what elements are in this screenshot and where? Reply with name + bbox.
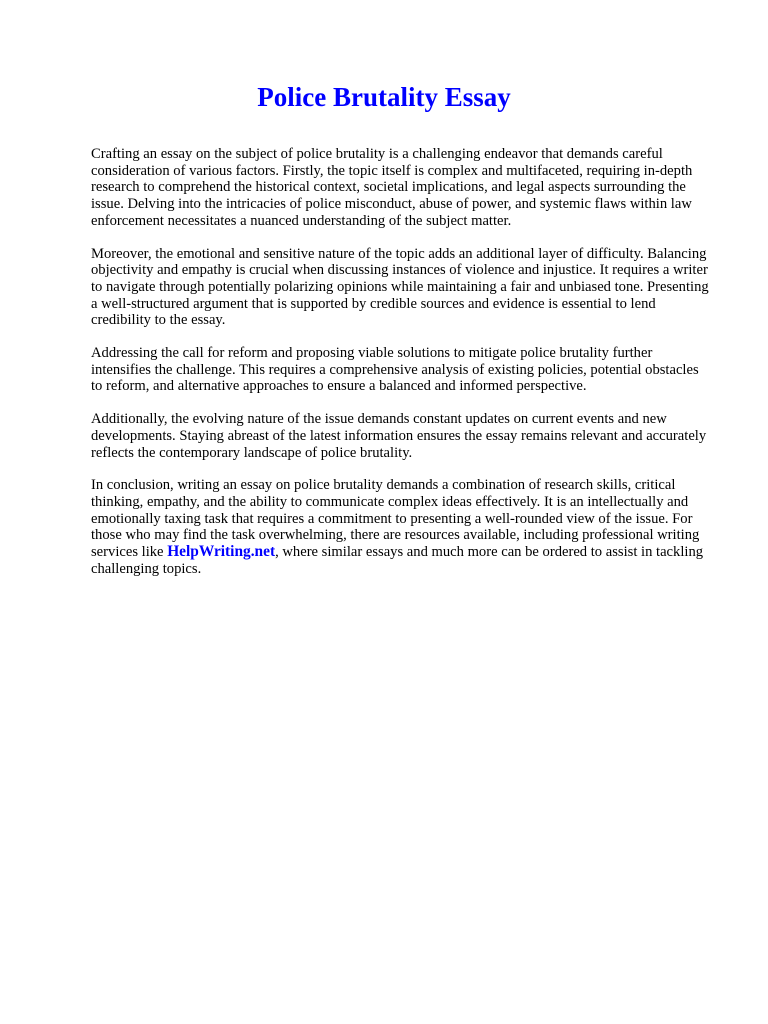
paragraph-3: Addressing the call for reform and proposing viable solutions to mitigate police brutality further intensifies the challenge. This requires a comprehensive analysis of existing policies, potential obstacles to reform, and alternative approaches to ensure a balanced and informed perspective.: [91, 345, 699, 395]
paragraph-5-text-before-link: In conclusion, writing an essay on police brutality demands a combination of research skills, critical thinking, empathy, and the ability to communicate complex ideas effectively. It is an intellectually and emotionally taxing task that requires a commitment to presenting a well-rounded view of the issue. For those who may find the task overwhelming, there are resources available, including professional writing services like: [91, 477, 700, 561]
paragraph-4: Additionally, the evolving nature of the issue demands constant updates on current events and new developments. Staying abreast of the latest information ensures the essay remains relevant and accurately reflects the contemporary landscape of police brutality.: [91, 411, 707, 461]
document-title: Police Brutality Essay: [257, 82, 511, 112]
paragraph-2: Moreover, the emotional and sensitive nature of the topic adds an additional layer of difficulty. Balancing objectivity and empathy is crucial when discussing instances of violence and injustice. It requires a writer to navigate through potentially polarizing opinions while maintaining a fair and unbiased tone. Presenting a well-structured argument that is supported by credible sources and evidence is essential to lend credibility to the essay.: [91, 245, 709, 329]
document-body: [91, 146, 713, 593]
paragraph-5-text-after-link: , where similar essays and much more can be ordered to assist in tackling challenging topics.: [91, 544, 704, 577]
paragraph-5: [91, 477, 713, 577]
helpwriting-link[interactable]: HelpWriting.net: [167, 543, 276, 561]
paragraph-1: Crafting an essay on the subject of police brutality is a challenging endeavor that demands careful consideration of various factors. Firstly, the topic itself is complex and multifaceted, requiring in-depth research to comprehend the historical context, societal implications, and legal aspects surrounding the issue. Delving into the intricacies of police misconduct, abuse of power, and systemic flaws within law enforcement necessitates a nuanced understanding of the subject matter.: [91, 146, 693, 229]
